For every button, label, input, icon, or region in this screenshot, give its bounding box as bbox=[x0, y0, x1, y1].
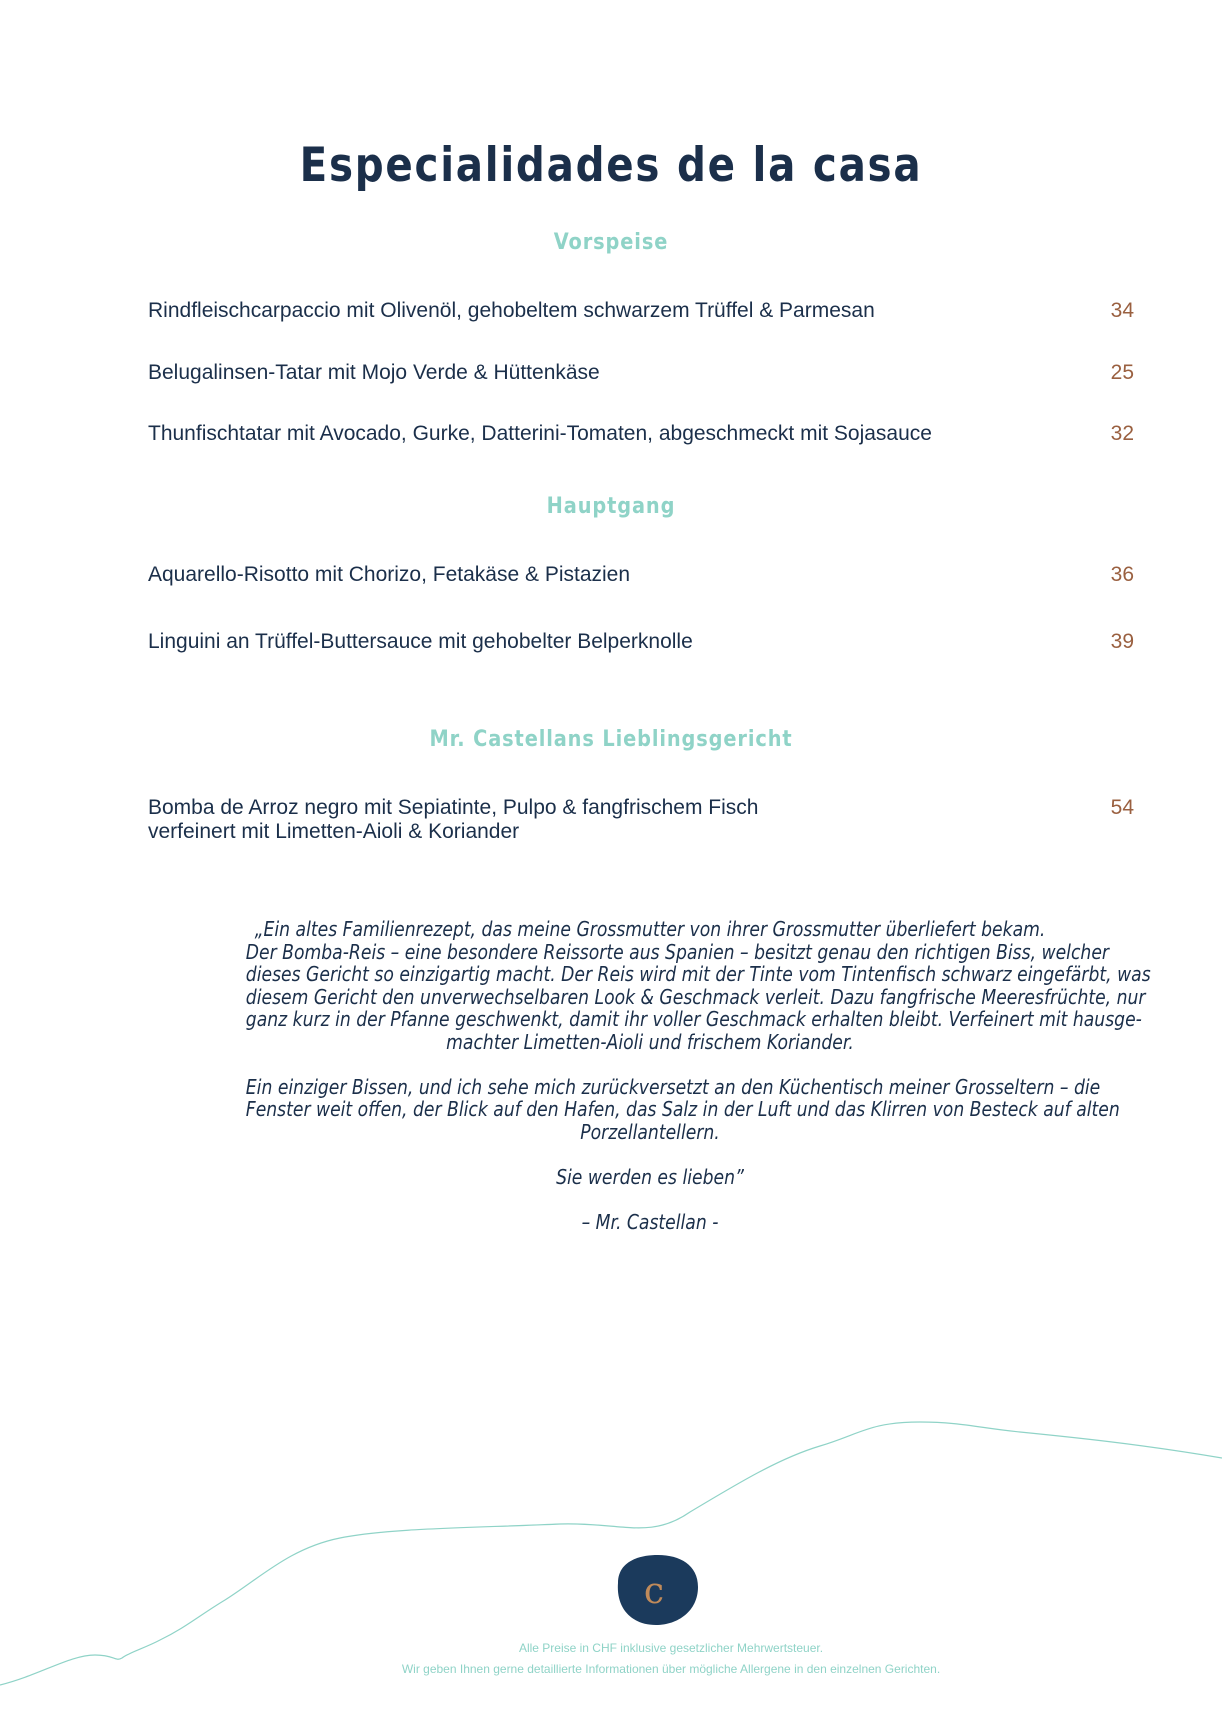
story-line: dieses Gericht so einzigartig macht. Der Reis wird mit der Tinte vom Tintenfisch schwarz eingefärbt, was bbox=[245, 962, 1151, 986]
logo-letter: c bbox=[643, 1571, 665, 1612]
dish-price: 25 bbox=[1110, 361, 1134, 384]
story-signature bbox=[180, 1211, 1120, 1234]
story-line: Fenster weit offen, der Blick auf den Hafen, das Salz in der Luft und das Klirren von Besteck auf alten bbox=[245, 1097, 1120, 1121]
dish-price: 34 bbox=[1110, 299, 1134, 322]
story-line: Ein einziger Bissen, und ich sehe mich zurückversetzt an den Küchentisch meiner Grosseltern – die bbox=[245, 1074, 1101, 1099]
story-line: Porzellantellern. bbox=[580, 1119, 720, 1144]
section-heading-vorspeise: Vorspeise bbox=[553, 230, 669, 255]
story-paragraph bbox=[180, 917, 1151, 1054]
story-line: Sie werden es lieben” bbox=[556, 1164, 744, 1189]
castellan-logo-icon bbox=[612, 1553, 700, 1627]
footer-note-prices: Alle Preise in CHF inklusive gesetzlicher Mehrwertsteuer. bbox=[518, 1641, 824, 1655]
dish-name bbox=[148, 796, 1048, 844]
page-title: Especialidades de la casa bbox=[299, 138, 923, 193]
dish-name: Belugalinsen-Tatar mit Mojo Verde & Hüttenkäse bbox=[148, 361, 600, 384]
dish-name: Linguini an Trüffel-Buttersauce mit gehobelter Belperknolle bbox=[148, 630, 693, 653]
dish-name: Aquarello-Risotto mit Chorizo, Fetakäse & Pistazien bbox=[148, 563, 631, 586]
footer-note-allergens: Wir geben Ihnen gerne detaillierte Informationen über mögliche Allergene in den einzelnen Gerichten. bbox=[401, 1662, 941, 1676]
story-line: machter Limetten-Aioli und frischem Koriander. bbox=[446, 1029, 854, 1054]
dish-price: 39 bbox=[1110, 630, 1134, 653]
section-heading-hauptgang: Hauptgang bbox=[546, 494, 676, 519]
story-line: diesem Gericht den unverwechselbaren Look & Geschmack verleit. Dazu fangfrische Meeresfrüchte, nur bbox=[245, 984, 1146, 1009]
story-closing bbox=[180, 1166, 1120, 1189]
story-line: ganz kurz in der Pfanne geschwenkt, damit ihr voller Geschmack erhalten bleibt. Verfeinert mit hausge- bbox=[245, 1007, 1142, 1031]
decorative-wave-line bbox=[0, 1400, 1222, 1728]
dish-name-line: verfeinert mit Limetten-Aioli & Koriander bbox=[148, 820, 520, 843]
section-heading-lieblingsgericht: Mr. Castellans Lieblingsgericht bbox=[429, 727, 793, 752]
dish-name: Rindfleischcarpaccio mit Olivenöl, gehobeltem schwarzem Trüffel & Parmesan bbox=[148, 299, 875, 322]
dish-price: 54 bbox=[1110, 796, 1134, 819]
story-line: – Mr. Castellan - bbox=[581, 1209, 719, 1234]
dish-price: 36 bbox=[1110, 563, 1134, 586]
dish-name: Thunfischtatar mit Avocado, Gurke, Datterini-Tomaten, abgeschmeckt mit Sojasauce bbox=[148, 422, 932, 445]
story-line: Der Bomba-Reis – eine besondere Reissorte aus Spanien – besitzt genau den richtigen Biss, welcher bbox=[245, 939, 1109, 964]
story-quote bbox=[180, 917, 1151, 1256]
story-line: „Ein altes Familienrezept, das meine Grossmutter von ihrer Grossmutter überliefert bekam. bbox=[254, 917, 1046, 941]
dish-price: 32 bbox=[1110, 422, 1134, 445]
story-paragraph bbox=[180, 1076, 1120, 1144]
dish-name-line: Bomba de Arroz negro mit Sepiatinte, Pulpo & fangfrischem Fisch bbox=[148, 796, 759, 819]
